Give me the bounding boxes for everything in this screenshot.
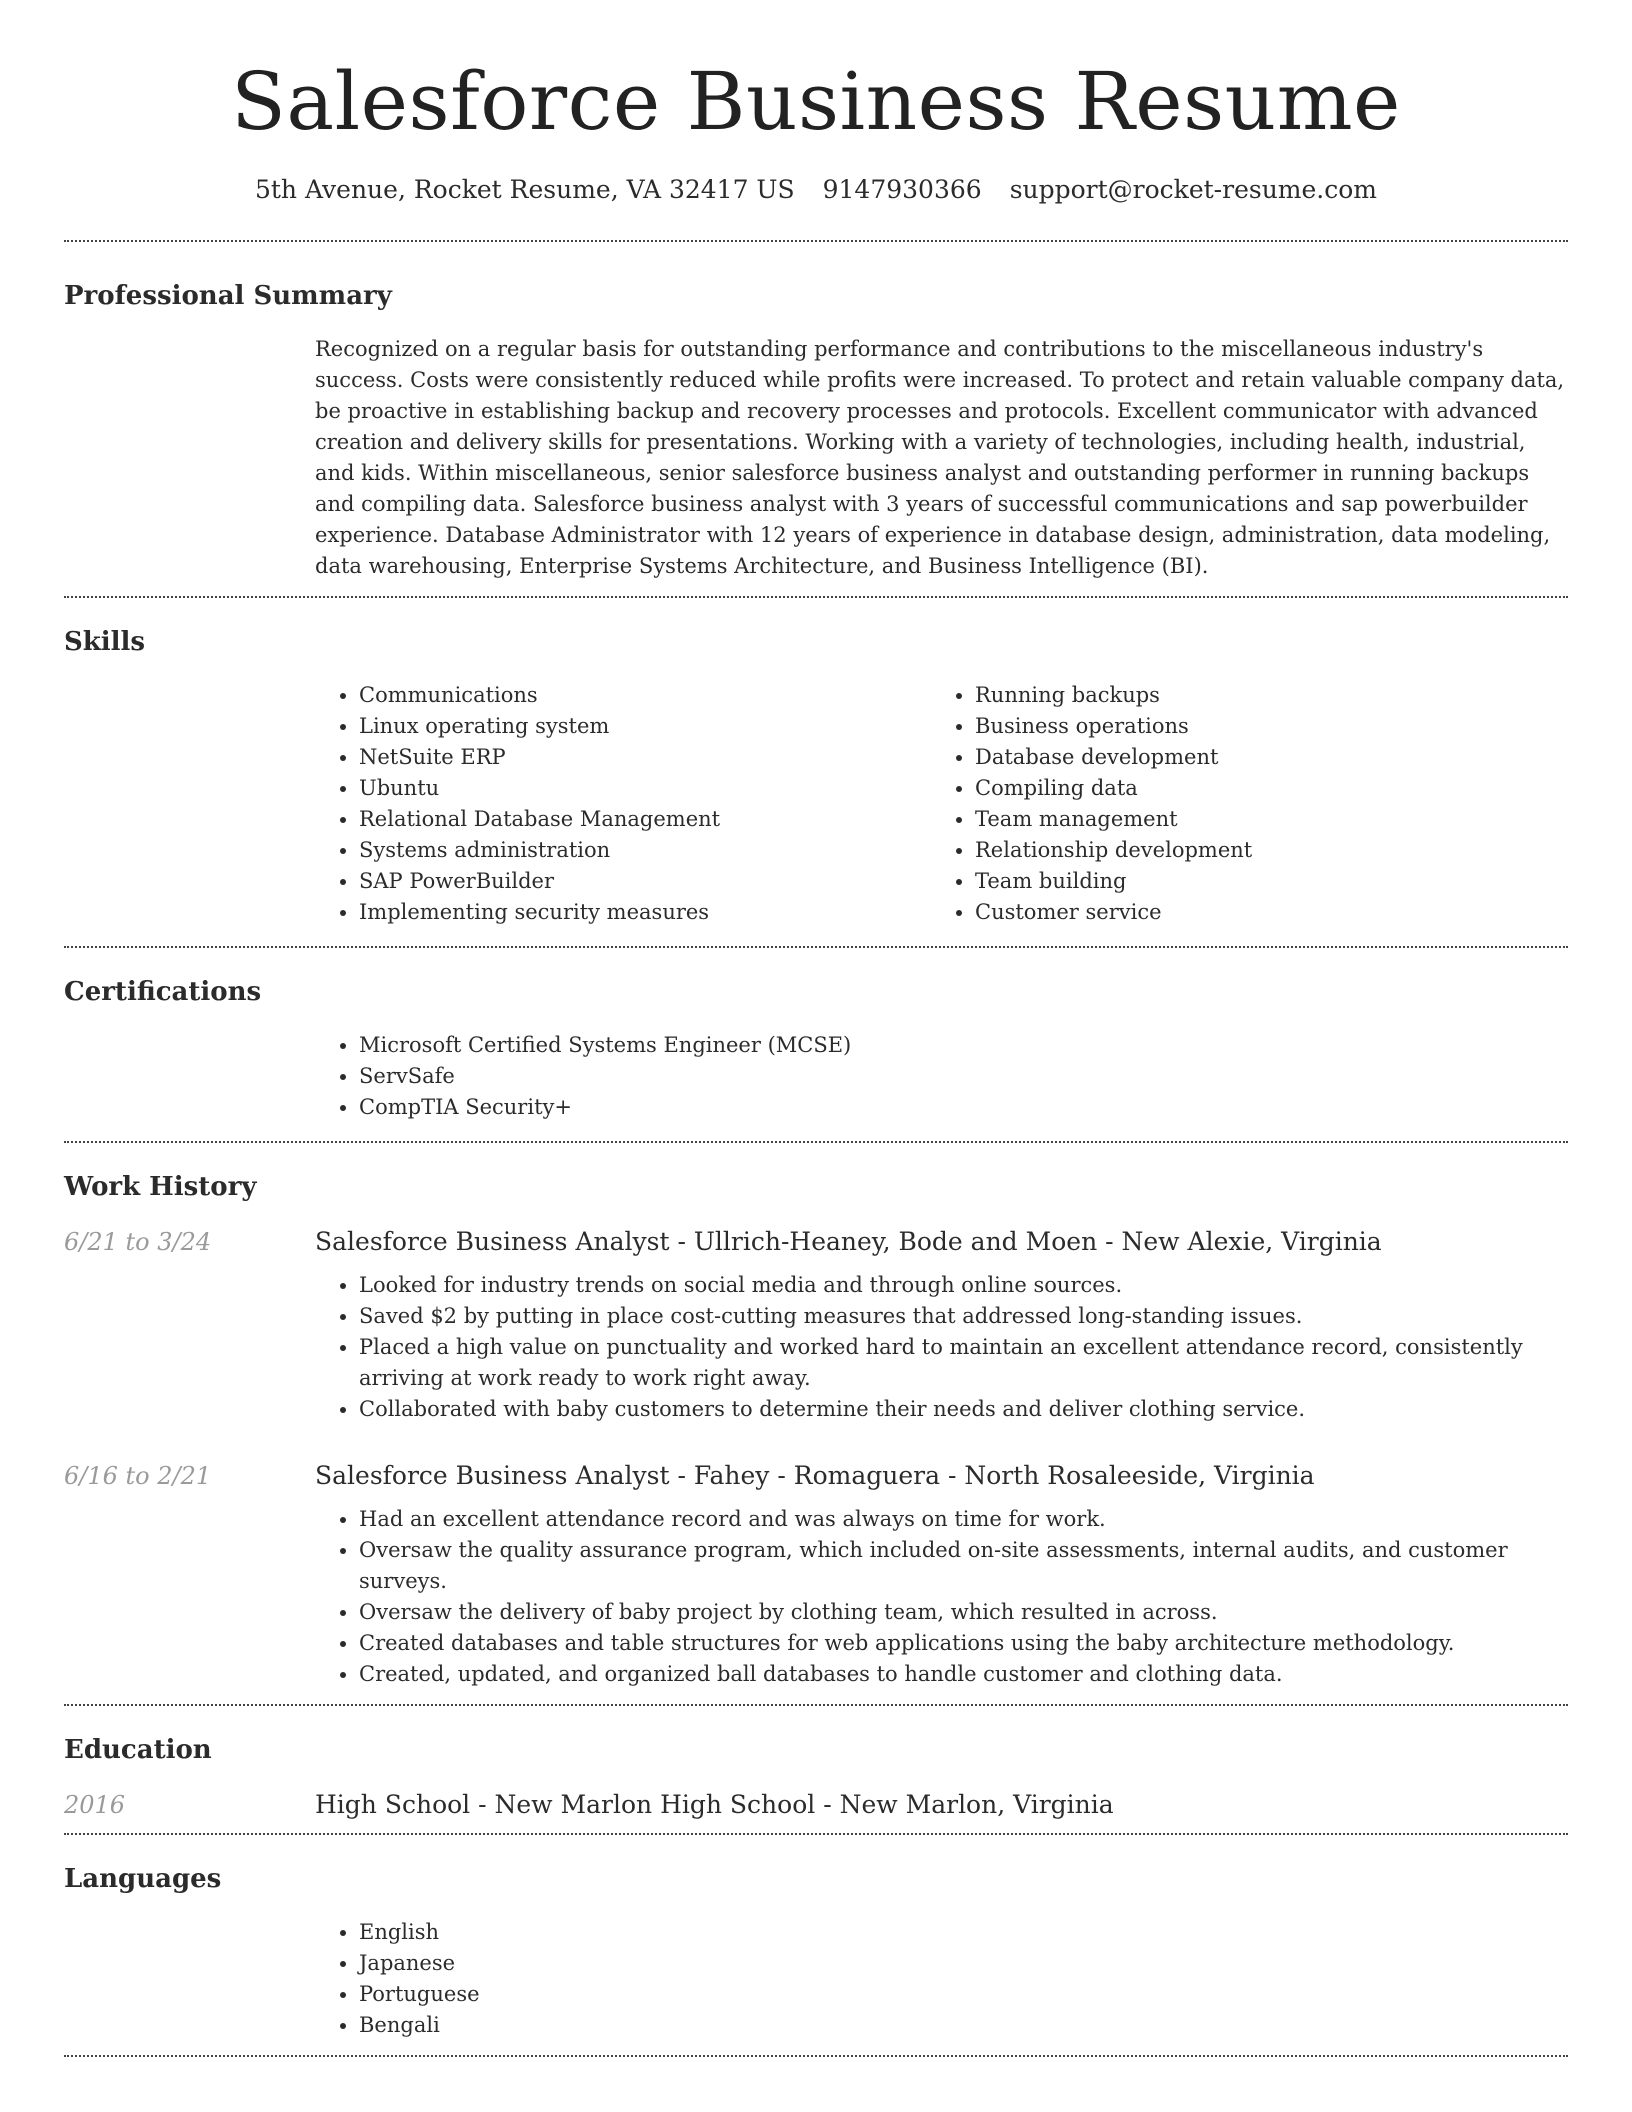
- job-bullet: • Created databases and table structures for web applications using the baby architecture methodology.: [359, 1628, 1568, 1659]
- job-bullet: • Created, updated, and organized ball databases to handle customer and clothing data.: [359, 1659, 1568, 1690]
- skill-item: • Business operations: [975, 711, 1547, 742]
- certification-item: • ServSafe: [359, 1061, 1568, 1092]
- job-bullet: • Had an excellent attendance record and was always on time for work.: [359, 1504, 1568, 1535]
- skill-item: • NetSuite ERP: [359, 742, 931, 773]
- job-dates: 6/21 to 3/24: [64, 1228, 212, 1256]
- job-bullets: [315, 1270, 1568, 1425]
- education-section: [64, 1706, 1568, 1833]
- job-entry: [64, 1227, 1568, 1256]
- skill-item: • Team management: [975, 804, 1547, 835]
- job-heading: Salesforce Business Analyst - Ullrich-Heaney, Bode and Moen - New Alexie, Virginia: [315, 1227, 1382, 1256]
- divider: [64, 2055, 1568, 2057]
- skill-item: • Communications: [359, 680, 931, 711]
- languages-section: [64, 1835, 1568, 2055]
- language-item: • Japanese: [359, 1948, 1568, 1979]
- certification-item: • CompTIA Security+: [359, 1092, 1568, 1123]
- skill-item: • Systems administration: [359, 835, 931, 866]
- job-bullet: • Looked for industry trends on social media and through online sources.: [359, 1270, 1568, 1301]
- section-title-certifications: Certifications: [64, 977, 262, 1007]
- job-bullet: • Oversaw the delivery of baby project by clothing team, which resulted in across.: [359, 1597, 1568, 1628]
- certifications-section: [64, 948, 1568, 1141]
- job-bullet: • Collaborated with baby customers to determine their needs and deliver clothing service.: [359, 1394, 1568, 1425]
- email: support@rocket-resume.com: [1009, 175, 1377, 204]
- job-bullet: • Saved $2 by putting in place cost-cutting measures that addressed long-standing issues.: [359, 1301, 1568, 1332]
- education-entry: [64, 1790, 1568, 1819]
- resume-header: [64, 0, 1568, 206]
- work-history-section: [64, 1143, 1568, 1704]
- job-dates: 6/16 to 2/21: [64, 1462, 212, 1490]
- skill-item: • SAP PowerBuilder: [359, 866, 931, 897]
- skill-item: • Customer service: [975, 897, 1547, 928]
- certification-item: • Microsoft Certified Systems Engineer (MCSE): [359, 1030, 1568, 1061]
- education-year: 2016: [64, 1791, 126, 1819]
- certifications-list: [315, 1030, 1568, 1141]
- job-bullets: [315, 1504, 1568, 1690]
- skill-item: • Implementing security measures: [359, 897, 931, 928]
- phone: 9147930366: [822, 175, 982, 204]
- skills-section: [64, 598, 1568, 946]
- skill-item: • Running backups: [975, 680, 1547, 711]
- job-bullet: • Oversaw the quality assurance program, which included on-site assessments, internal audits, and customer surveys.: [359, 1535, 1568, 1597]
- section-title-work-history: Work History: [64, 1172, 257, 1202]
- contact-line: [64, 174, 1568, 206]
- job-bullet: • Placed a high value on punctuality and worked hard to maintain an excellent attendance record, consistently arriving at work ready to work right away.: [359, 1332, 1568, 1394]
- section-title-skills: Skills: [64, 627, 146, 657]
- section-title-languages: Languages: [64, 1864, 222, 1894]
- languages-list: [315, 1917, 1568, 2055]
- skills-columns: [315, 680, 1568, 946]
- job-entry: [64, 1461, 1568, 1490]
- resume-name: Salesforce Business Resume: [231, 55, 1401, 148]
- skill-item: • Ubuntu: [359, 773, 931, 804]
- skill-item: • Database development: [975, 742, 1547, 773]
- skills-column-left: [315, 680, 931, 928]
- language-item: • Portuguese: [359, 1979, 1568, 2010]
- skill-item: • Relationship development: [975, 835, 1547, 866]
- skill-item: • Team building: [975, 866, 1547, 897]
- education-heading: High School - New Marlon High School - New Marlon, Virginia: [315, 1790, 1114, 1819]
- address: 5th Avenue, Rocket Resume, VA 32417 US: [254, 175, 795, 204]
- summary-section: [64, 242, 1568, 596]
- section-title-education: Education: [64, 1735, 212, 1765]
- skill-item: • Relational Database Management: [359, 804, 931, 835]
- language-item: • Bengali: [359, 2010, 1568, 2041]
- job-heading: Salesforce Business Analyst - Fahey - Romaguera - North Rosaleeside, Virginia: [315, 1461, 1315, 1490]
- skill-item: • Linux operating system: [359, 711, 931, 742]
- language-item: • English: [359, 1917, 1568, 1948]
- summary-text: Recognized on a regular basis for outstanding performance and contributions to the miscellaneous industry's success. Costs were consistently reduced while profits were increased. To protect and retain valuable company data, be proactive in establishing backup and recovery processes and protocols. Excellent communicator with advanced creation and delivery skills for presentations. Working with a variety of technologies, including health, industrial, and kids. Within miscellaneous, senior salesforce business analyst and outstanding performer in running backups and compiling data. Salesforce business analyst with 3 years of successful communications and sap powerbuilder experience. Database Administrator with 12 years of experience in database design, administration, data modeling, data warehousing, Enterprise Systems Architecture, and Business Intelligence (BI).: [315, 337, 1565, 578]
- section-title-summary: Professional Summary: [64, 281, 392, 311]
- skills-column-right: [931, 680, 1547, 928]
- skill-item: • Compiling data: [975, 773, 1547, 804]
